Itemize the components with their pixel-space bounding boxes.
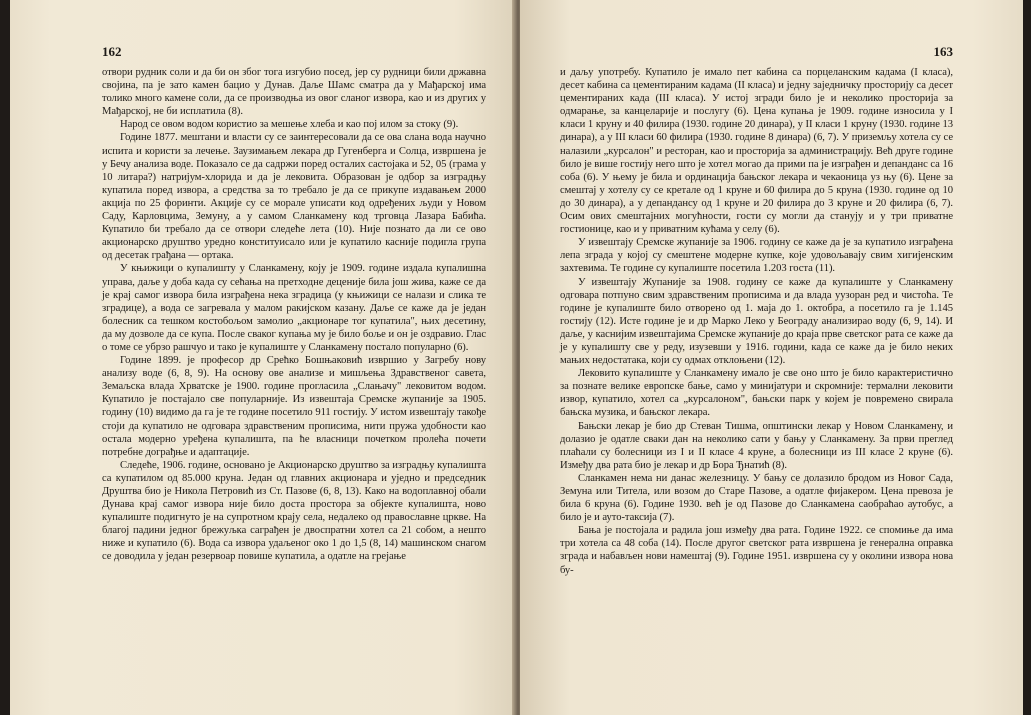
page-number-left: 162 — [102, 44, 122, 59]
paragraph: отвори рудник соли и да би он због тога изгубио посед, јер су рудници били државна својина, па је зато камен бацио у Дунав. Даље Шамс сматра да у Мађарској има толико много камене соли, да се производња из овог сланог извора, као и из других у Мађарској, не би исплатила (8). — [102, 67, 486, 118]
page-number-right: 163 — [933, 44, 953, 59]
left-page-text — [102, 66, 486, 564]
paragraph: Сланкамен нема ни данас железницу. У бању се долазило бродом из Новог Сада, Земуна или Тителa, или возом до Старе Пазове, а одатле фијакером. Цена превоза је била 6 круна (6). Године 1930. већ је од Пазове до Сланкамена саобраћао аутобус, а било је и ауто-таксија (7). — [560, 472, 953, 524]
paragraph: Лековито купалиште у Сланкамену имало је све оно што је било карактеристично за познате велике европске бање, само у минијатури и скромније: термални лековити извор, купатило, хотел са „курсалоном", бањски парк у којем је повремено свирала бањска музика, и бањског лекара. — [560, 368, 953, 419]
paragraph: Народ се овом водом користио за мешење хлеба и као пој илом за стоку (9). — [120, 119, 459, 131]
right-page-text — [560, 66, 953, 577]
right-page — [520, 0, 1023, 715]
paragraph: Бања је постојала и радила још између два рата. Године 1922. се спомиње да има три хотела са 48 соба (14). После другог светског рата извршена је генерална оправка зграда и набављен нови намештај (9). Године 1951. извршена су у околини извора нова бу- — [560, 525, 953, 576]
paragraph: Бањски лекар је био др Стеван Тишма, општински лекар у Новом Сланкамену, и долазио је одатле сваки дан на неколико сати у бању у Сланкамену. За први преглед плаћали су болесници из I и II класе 4 круне, а болесници из III класе 2 круне (6). Између два рата био је лекар и др Бора Ђнатић (8). — [560, 420, 953, 471]
paragraph: Године 1877. мештани и власти су се заинтересовали да се ова слана вода научно испита и користи за лечење. Заузимањем лекара др Гугенберга и Солца, извршена је у Бечу анализа воде. Показало се да садржи поред осталих састојака и 52, 05 (грама у 10 литара?) натријум-хлорида и да је лековита. Образован је одбор за изградњу купатила поред извора, а средства за то требало је да се прикупе издавањем 2000 акција по 25 форинти. Акције су се морале уписати код одређених људи у Новом Саду, Карловцима, Земуну, а у самом Сланкамену код трговца Лазара Бабића. Купатило би требало да се отвори следеће лета (10). Није познато да ли се ово акционарско друштво уредно конституисало или је купатило касније подигла група од десетак грађана — ортака. — [102, 132, 486, 262]
left-page — [10, 0, 515, 715]
paragraph: Године 1899. је професор др Срећко Бошњаковић извршио у Загребу нову анализу воде (6, 8, 9). На основу ове анализе и мишљења Здравственог савета, Земаљска влада Хрватске је 1900. године прогласила „Слањачу" лековитом водом. Купатило је постајало све популарније. Из извештаја Сремске жупаније за 1905. годину (10) видимо да га је те године посетило 911 гостију. У истом извештају такође стоји да купатило не одговара здравственим прописима, нити пружа удобности као остала модерно уређена купалишта, па ће власници почетком пролећа почети потребне дограђње и адаптације. — [102, 355, 486, 458]
paragraph: Следеће, 1906. године, основано је Акционарско друштво за изградњу купалишта са купатилом од 85.000 круна. Један од главних акционара и уједно и председник Друштва био је Никола Петровић из Ст. Пазове (6, 8, 13). Како на водоплавној обали Дунава крај самог извора није било доста простора за објекте купалишта, ново купалиште подигнуто је на супротном крају села, недалеко од православне цркве. На благој падини једног брежуљка саграђен је двоспратни хотел са 21 собом, а нешто ниже и купатило (6). Вода са извора удаљеног око 1 до 1,5 (8, 14) машинском снагом се доводила у један резервоар повише купатила, а одатле на грејање — [102, 459, 486, 563]
paragraph: У књижици о купалишту у Сланкамену, коју је 1909. године издала купалишна управа, даље у доба када су сећања на претходне деценије била још жива, каже се да је крај самог извора била изграђена нека зградица (у књижици се налази и слика те зградице), а вода се загревала у малом ракијском казану. Даље се каже да је један болесник са тешком костобољом замолио „акционаре тог купатила", њих десетину, да му дозволе да се купа. После сваког купања му је било боље и он је оздравио. Глас о томе се убрзо рашчуо и тако је купалиште у Сланкамену постало популарно (6). — [102, 263, 486, 353]
paragraph: и даљу употребу. Купатило је имало пет кабина са порцеланским кадама (I класа), десет кабина са цементираним кадама (II класа) и једну заједничку просторију са десет цементираних када (III класа). У истој згради било је и неколико просторија за одмарање, за канцеларије и послугу (6). Цена купања је 1909. године износила у I класи 1 круну и 40 филира (1930. године 20 динара), у II класи 1 круну (1930. године 13 динара), а у III класи 60 филира (1930. године 8 динара) (6, 7). У приземљу хотела су се налазили „курсалон" и ресторан, као и просторија за администрацију. Већ друге године било је више гостију него што је хотел могао да прими па је изграђен и депанданс са 16 соба (6). У њему је била и ординација бањског лекара и чекаоница уз њу (6). Цене за смештај у хотелу су се кретале од 1 круне и 60 филира до 5 круна (1930. године од 10 до 30 динара), а у депандансу од 1 круне и 20 филира до 3 круне и 20 филира (6, 7). Осим ових смештајних могућности, гости су могли да станују и у три приватне гостионице, као и у приватним кућама у селу (6). — [560, 67, 953, 236]
paragraph: У извештају Сремске жупаније за 1906. годину се каже да је за купатило изграђена лепа зграда у којој су смештене модерне купке, које удовољавају свим хигијенским захтевима. Те године су купалиште посетила 1.203 госта (11). — [560, 237, 953, 275]
paragraph: У извештају Жупаније за 1908. годину се каже да купалиште у Сланкамену одговара потпуно свим здравственим прописима и да влада уузоран ред и чистоћа. Те године је купалиште било отворено од 1. маја до 1. октобра, а посетило га је 1.145 гостију (12). Исте године је и др Марко Леко у Београду анализирао воду (6, 9, 14). И даље, у каснијим извештајима Сремске жупаније до краја прве светског рата се каже да је у купалишту све у реду, изузевши у 1916. години, када се каже да је било неких мањих недостатака, који су одмах отклоњени (12). — [560, 276, 953, 367]
